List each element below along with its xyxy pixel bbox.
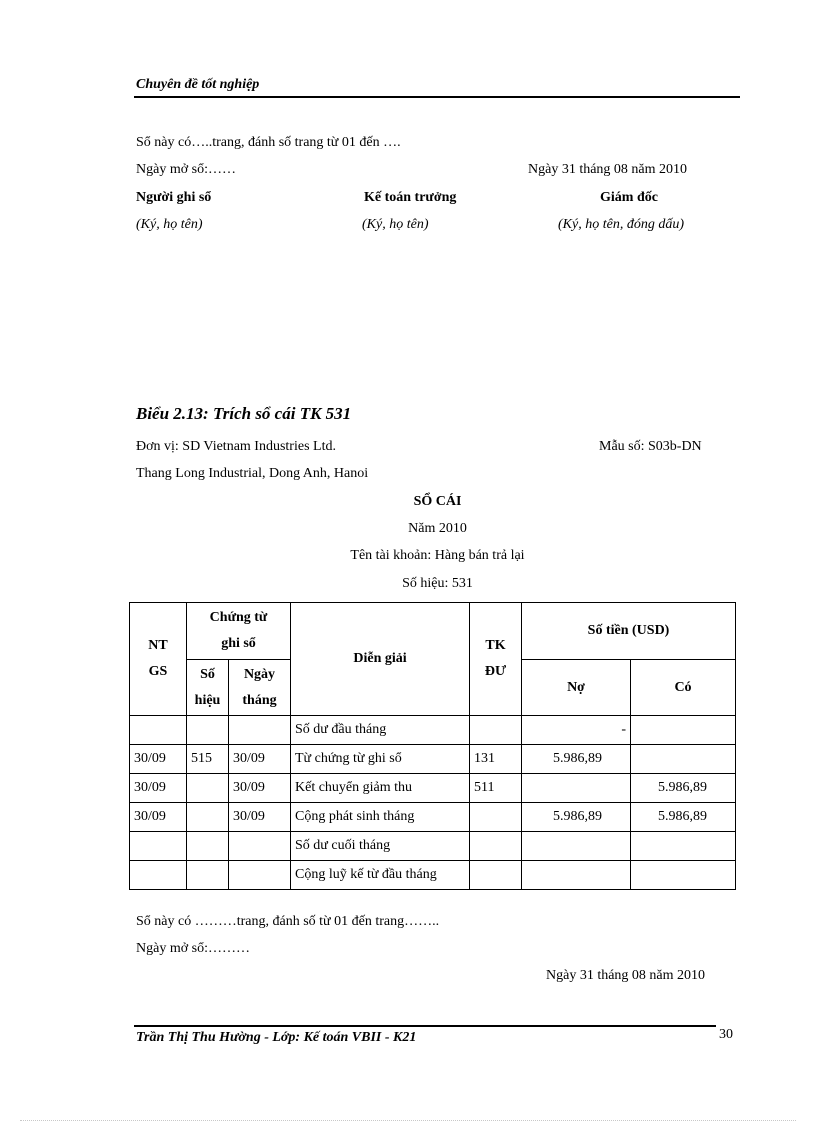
cell-tk — [470, 803, 522, 832]
header-voucher — [187, 603, 291, 660]
signer-title-recorder: Người ghi sổ — [136, 190, 212, 205]
cell-nt: 30/09 — [130, 774, 187, 803]
cell-voucher-no — [187, 861, 229, 890]
book-pages-note-bottom: Sổ này có ………trang, đánh số từ 01 đến trang…….. — [136, 914, 440, 929]
cell-voucher-no — [187, 832, 229, 861]
signing-date-bottom: Ngày 31 tháng 08 năm 2010 — [546, 968, 706, 983]
header-voucher-date — [229, 660, 291, 716]
cell-voucher-date: 30/09 — [229, 774, 291, 803]
signer-title-director: Giám đốc — [600, 190, 658, 205]
cell-nt — [130, 832, 187, 861]
book-pages-note: Sổ này có…..trang, đánh số trang từ 01 đến …. — [136, 135, 401, 150]
table-row — [130, 745, 736, 774]
table-row — [130, 716, 736, 745]
cell-debit — [522, 861, 631, 890]
cell-voucher-date: 30/09 — [229, 803, 291, 832]
cell-tk: 131 — [470, 745, 522, 774]
signer-note-director: (Ký, họ tên, đóng dấu) — [558, 217, 684, 232]
cell-description: Từ chứng từ ghi sổ — [291, 745, 470, 774]
header-nt-gs-line2: GS — [148, 664, 168, 679]
section-heading: Biểu 2.13: Trích sổ cái TK 531 — [136, 404, 352, 423]
table-row — [130, 861, 736, 890]
account-number: Số hiệu: 531 — [402, 576, 473, 591]
cell-debit: 5.986,89 — [522, 803, 631, 832]
open-date-note-bottom: Ngày mở sổ:……… — [136, 941, 250, 956]
header-description: Diễn giải — [291, 603, 470, 716]
cell-voucher-date — [229, 832, 291, 861]
header-voucher-date-line2: tháng — [242, 692, 277, 708]
ledger-title: SỔ CÁI — [413, 494, 462, 509]
page-number: 30 — [719, 1027, 733, 1042]
header-nt-gs-line1: NT — [148, 638, 168, 653]
table-row — [130, 774, 736, 803]
header-voucher-date-line1: Ngày — [243, 666, 276, 682]
cell-credit: 5.986,89 — [631, 803, 736, 832]
footer-rule — [134, 1025, 716, 1027]
cell-credit — [631, 861, 736, 890]
cell-debit — [522, 832, 631, 861]
cell-debit: - — [522, 716, 631, 745]
signer-note-recorder: (Ký, họ tên) — [136, 217, 203, 232]
header-voucher-line2: ghi sổ — [221, 636, 256, 651]
cell-voucher-date: 30/09 — [229, 745, 291, 774]
ledger-table — [129, 602, 736, 890]
cell-tk — [470, 832, 522, 861]
account-name: Tên tài khoản: Hàng bán trả lại — [350, 548, 525, 563]
form-number: Mẫu số: S03b-DN — [599, 439, 702, 454]
table-row — [130, 803, 736, 832]
signer-title-chief-accountant: Kế toán trưởng — [364, 190, 457, 205]
header-rule — [134, 96, 740, 98]
company-unit: Đơn vị: SD Vietnam Industries Ltd. — [136, 439, 336, 454]
header-voucher-no-line1: Số — [200, 666, 215, 682]
cell-nt — [130, 861, 187, 890]
cell-credit: 5.986,89 — [631, 774, 736, 803]
cell-tk — [470, 861, 522, 890]
cell-description: Kết chuyển giảm thu — [291, 774, 470, 803]
company-address: Thang Long Industrial, Dong Anh, Hanoi — [136, 466, 369, 481]
header-tk-line1: TK — [485, 638, 506, 653]
cell-voucher-no — [187, 774, 229, 803]
cell-voucher-date — [229, 716, 291, 745]
cell-debit: 5.986,89 — [522, 745, 631, 774]
ledger-year: Năm 2010 — [408, 521, 467, 536]
header-tk — [470, 603, 522, 716]
table-row — [130, 832, 736, 861]
cell-voucher-no — [187, 803, 229, 832]
cell-tk: 511 — [470, 774, 522, 803]
cell-description: Số dư đầu tháng — [291, 716, 470, 745]
header-nt-gs — [130, 603, 187, 716]
page-edge-divider — [20, 1120, 796, 1121]
footer-author: Trần Thị Thu Hường - Lớp: Kế toán VBII - K21 — [136, 1030, 417, 1045]
cell-voucher-date — [229, 861, 291, 890]
cell-tk — [470, 716, 522, 745]
cell-credit — [631, 832, 736, 861]
header-voucher-no — [187, 660, 229, 716]
cell-description: Cộng luỹ kế từ đầu tháng — [291, 861, 470, 890]
signer-note-chief-accountant: (Ký, họ tên) — [362, 217, 429, 232]
page-header-title: Chuyên đề tốt nghiệp — [136, 77, 260, 92]
header-credit: Có — [631, 660, 736, 716]
cell-nt: 30/09 — [130, 745, 187, 774]
header-debit: Nợ — [522, 660, 631, 716]
open-date-note: Ngày mở sổ:…… — [136, 162, 236, 177]
header-tk-line2: ĐƯ — [484, 664, 507, 679]
signing-date: Ngày 31 tháng 08 năm 2010 — [528, 162, 688, 177]
cell-credit — [631, 745, 736, 774]
cell-debit — [522, 774, 631, 803]
cell-nt: 30/09 — [130, 803, 187, 832]
header-voucher-line1: Chứng từ — [209, 610, 268, 625]
cell-description: Số dư cuối tháng — [291, 832, 470, 861]
cell-credit — [631, 716, 736, 745]
cell-voucher-no: 515 — [187, 745, 229, 774]
cell-voucher-no — [187, 716, 229, 745]
cell-nt — [130, 716, 187, 745]
header-amount: Số tiền (USD) — [522, 603, 736, 660]
header-voucher-no-line2: hiệu — [194, 692, 221, 708]
cell-description: Cộng phát sinh tháng — [291, 803, 470, 832]
